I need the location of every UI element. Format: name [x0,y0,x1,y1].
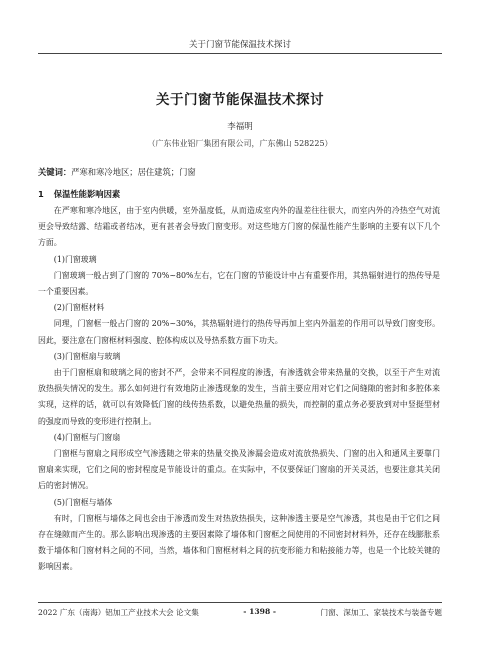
paper-title: 关于门窗节能保温技术探讨 [156,92,324,108]
subsection-paragraph: 由于门窗框扇和玻璃之间的密封不严，会带来不同程度的渗透，有渗透就会带来热量的交换，以至于产生对流放热损失情况的发生。那么如何进行有效地防止渗透现象的发生，当前主要应用对它们之间缝隙的密封和多腔体来实现，这样的话，就可以有效降低门窗的线传热系数，以避免热量的损失，而控制的重点务必要放到对中竖挺型材的强度而导致的变形进行控制上。 [38,368,440,426]
keywords [38,166,442,178]
subsection-label: (2)门窗框材料 [53,303,105,313]
subsection-label: (1)门窗玻璃 [53,254,97,264]
subsection-label: (4)门窗框与门窗扇 [53,432,121,442]
running-head: 关于门窗节能保温技术探讨 [38,38,442,54]
author-name: 李福明 [227,122,253,132]
subsection-label: (5)门窗框与墙体 [53,497,113,507]
section-intro-paragraph: 在严寒和寒冷地区，由于室内供暖，室外温度低，从而造成室内外的温差往往很大，而室内外的冷热空气对流更会导致结露、结霜或者结冰，更有甚者会导致门窗变形。对这些地方门窗的保温性能产生影响的主要有以下几个方面。 [38,206,440,248]
page-footer [38,602,442,618]
keywords-text: 严寒和寒冷地区；居住建筑；门窗 [71,167,196,177]
subsection-paragraph: 门窗玻璃一般占到了门窗的 70%~80%左右，它在门窗的节能设计中占有重要作用，其热辐射进行的热传导是一个重要因素。 [38,270,440,297]
author-affiliation: （广东伟业铝厂集团有限公司，广东佛山 528225） [147,139,333,148]
page-number: - 1398 - [243,607,277,616]
subsection-paragraph: 有时，门窗框与墙体之间也会由于渗透而发生对热放热损失，这种渗透主要是空气渗透，其也是由于它们之间存在缝隙而产生的。那么影响出现渗透的主要因素除了墙体和门窗框之间使用的不同密封材料外，还存在线膨胀系数于墙体和门窗材料之间的不同，当然，墙体和门窗框材料之间的抗变形能力和粘接能力等，也是一个比较关键的影响因素。 [38,513,440,572]
footer-proceedings: 2022 广东（南海）铝加工产业技术大会 论文集 [38,608,199,617]
section-1-body [38,186,440,576]
keywords-label: 关键词： [38,167,72,177]
subsection-paragraph: 同理，门窗框一般占门窗的 20%~30%，其热辐射进行的热传导再加上室内外温差的作用可以导致门窗变形。因此，要注意在门窗框材料强度、腔体构成以及导热系数方面下功夫。 [38,319,440,345]
subsection-paragraph: 门窗框与窗扇之间形成空气渗透随之带来的热量交换及渗漏会造成对流放热损失、门窗的出入和通风主要靠门窗扇来实现，它们之间的密封程度是节能设计的重点。在实际中，不仅要保证门窗扇的开关灵活，也要注意其关闭后的密封情况。 [38,449,440,491]
footer-topic: 门窗、深加工、家装技术与装备专题 [320,608,442,617]
subsection-label: (3)门窗框扇与玻璃 [53,351,121,361]
section-heading-text: 保温性能影响因素 [53,189,121,199]
section-heading [38,186,440,203]
section-number: 1 [38,189,44,199]
